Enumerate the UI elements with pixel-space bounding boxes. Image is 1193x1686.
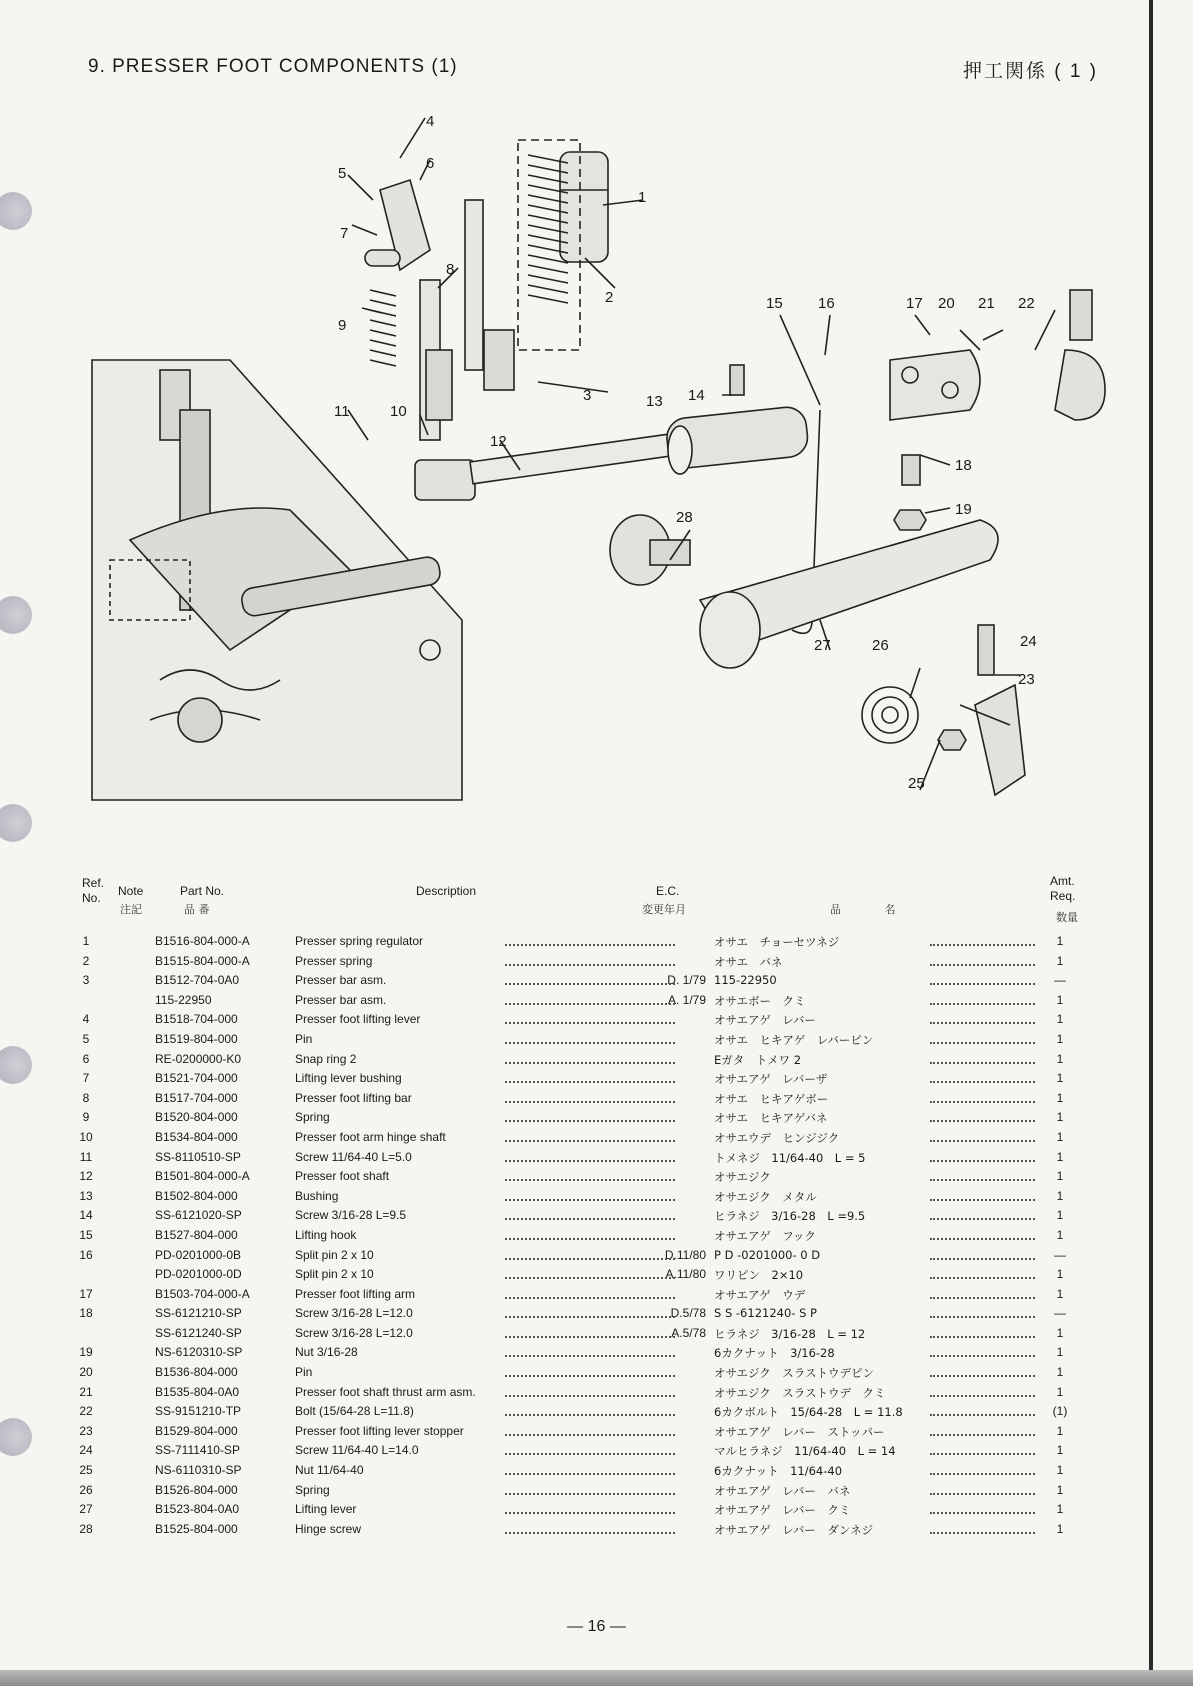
callout-19: 19 — [955, 501, 972, 518]
table-row — [0, 932, 1193, 952]
table-row — [0, 1520, 1193, 1540]
japanese-name: 6カクボルト 15/64-28 L = 11.8 — [714, 1405, 903, 1420]
dot-leader — [930, 1022, 1035, 1024]
part-number: SS-6121020-SP — [155, 1208, 242, 1223]
japanese-name: オサエアゲ フック — [714, 1228, 816, 1243]
part-description: Presser spring — [295, 953, 373, 968]
japanese-name: オサエボー クミ — [714, 993, 806, 1008]
table-row — [0, 1030, 1193, 1050]
amount-required: 1 — [1056, 992, 1064, 1007]
callout-2: 2 — [605, 289, 614, 306]
callout-24: 24 — [1020, 633, 1037, 650]
amount-required: 1 — [1056, 1267, 1064, 1282]
dot-leader — [505, 1022, 675, 1024]
part-number: 115-22950 — [155, 992, 212, 1007]
table-row — [0, 1422, 1193, 1442]
dot-leader — [505, 1003, 675, 1005]
page-title: 9. PRESSER FOOT COMPONENTS (1) — [88, 56, 458, 77]
dot-leader — [930, 1042, 1035, 1044]
part-description: Lifting hook — [295, 1227, 357, 1242]
dot-leader — [505, 964, 675, 966]
part-number: NS-6110310-SP — [155, 1463, 242, 1478]
dot-leader — [930, 1395, 1035, 1397]
callout-7: 7 — [340, 225, 349, 242]
amount-required: 1 — [1056, 1169, 1064, 1184]
dot-leader — [930, 1355, 1035, 1357]
part-number: SS-9151210-TP — [155, 1404, 242, 1419]
table-row — [0, 1206, 1193, 1226]
amount-required: 1 — [1056, 1129, 1064, 1144]
dot-leader — [930, 1453, 1035, 1455]
part-number: B1534-804-000 — [155, 1129, 238, 1144]
callout-25: 25 — [908, 775, 925, 792]
table-row — [0, 1148, 1193, 1168]
part-description: Lifting lever — [295, 1502, 357, 1517]
ref-number: 18 — [79, 1306, 93, 1321]
table-row — [0, 1108, 1193, 1128]
japanese-name: ワリピン 2×10 — [714, 1268, 804, 1283]
amount-required: 1 — [1056, 1188, 1064, 1203]
dot-leader — [930, 1493, 1035, 1495]
callout-20: 20 — [938, 295, 955, 312]
callout-15: 15 — [766, 295, 783, 312]
part-number: B1526-804-000 — [155, 1482, 238, 1497]
header-ec: E.C. — [656, 884, 680, 898]
dot-leader — [505, 1042, 675, 1044]
ref-number: 6 — [82, 1051, 90, 1066]
ref-number: 28 — [79, 1521, 93, 1536]
dot-leader — [930, 1277, 1035, 1279]
header-description: Description — [416, 884, 477, 898]
dot-leader — [505, 1277, 675, 1279]
header-part-no: Part No. — [180, 884, 225, 898]
dot-leader — [505, 1258, 675, 1260]
part-description: Presser bar asm. — [295, 992, 387, 1007]
header-amt-jp: 数量 — [1056, 911, 1078, 924]
amount-required: (1) — [1052, 1404, 1068, 1419]
dot-leader — [505, 1140, 675, 1142]
japanese-name: 115-22950 — [714, 973, 777, 988]
amount-required: — — [1054, 1306, 1066, 1321]
dot-leader — [930, 1199, 1035, 1201]
dot-leader — [930, 1238, 1035, 1240]
dot-leader — [505, 1238, 675, 1240]
ref-number: 10 — [79, 1129, 93, 1144]
table-row — [0, 952, 1193, 972]
ref-number: 22 — [79, 1404, 93, 1419]
part-description: Presser bar asm. — [295, 973, 387, 988]
dot-leader — [505, 1395, 675, 1397]
table-row — [0, 1383, 1193, 1403]
callout-10: 10 — [390, 403, 407, 420]
callout-17: 17 — [906, 295, 923, 312]
part-description: Screw 3/16-28 L=9.5 — [295, 1208, 407, 1223]
japanese-name: オサエ チョーセツネジ — [714, 935, 840, 949]
amount-required: 1 — [1056, 1463, 1064, 1478]
header-ec-jp: 変更年月 — [642, 903, 686, 916]
table-row — [0, 1500, 1193, 1520]
amount-required: — — [1054, 973, 1066, 988]
engineering-change: A.5/78 — [671, 1325, 706, 1340]
table-row — [0, 1402, 1193, 1422]
callout-28: 28 — [676, 509, 693, 526]
callout-21: 21 — [978, 295, 995, 312]
japanese-name: オサエアゲ レバー — [714, 1013, 816, 1028]
part-number: SS-7111410-SP — [155, 1443, 240, 1458]
part-number: B1515-804-000-A — [155, 953, 250, 968]
dot-leader — [505, 1179, 675, 1181]
parts-table — [0, 932, 1193, 1539]
part-description: Presser foot lifting bar — [295, 1090, 412, 1105]
ref-number: 1 — [82, 934, 90, 948]
callout-1: 1 — [638, 189, 647, 206]
part-description: Screw 11/64-40 L=5.0 — [295, 1149, 412, 1164]
dot-leader — [505, 1160, 675, 1162]
part-description: Presser foot lifting arm — [295, 1286, 416, 1301]
part-number: B1501-804-000-A — [155, 1169, 250, 1184]
ref-number: 16 — [79, 1247, 93, 1262]
amount-required: — — [1054, 1247, 1066, 1262]
ref-number: 21 — [79, 1384, 93, 1399]
header-ref-no: Ref. No. — [82, 876, 105, 905]
amount-required: 1 — [1056, 1051, 1064, 1066]
part-number: B1512-704-0A0 — [155, 973, 240, 988]
part-description: Hinge screw — [295, 1521, 362, 1536]
part-description: Pin — [295, 1365, 313, 1380]
part-number: B1521-704-000 — [155, 1071, 238, 1086]
japanese-name: オサエジク スラストウデ クミ — [714, 1385, 886, 1400]
japanese-name: オサエ ヒキアゲ レバーピン — [714, 1032, 874, 1047]
table-row — [0, 991, 1193, 1011]
table-row — [0, 1187, 1193, 1207]
amount-required: 1 — [1056, 1012, 1064, 1027]
table-row — [0, 1324, 1193, 1344]
part-number: B1525-804-000 — [155, 1521, 238, 1536]
dot-leader — [930, 1120, 1035, 1122]
ref-number: 2 — [82, 953, 90, 968]
dot-leader — [930, 1101, 1035, 1103]
dot-leader — [930, 1316, 1035, 1318]
japanese-name: オサエ ヒキアゲボー — [714, 1091, 829, 1106]
amount-required: 1 — [1056, 1090, 1064, 1105]
engineering-change: D. 1/79 — [667, 973, 706, 988]
callout-3: 3 — [583, 387, 592, 404]
japanese-name: ヒラネジ 3/16-28 L =9.5 — [714, 1209, 866, 1224]
table-row — [0, 1285, 1193, 1305]
dot-leader — [505, 1453, 675, 1455]
ref-number: 12 — [79, 1169, 93, 1184]
engineering-change: A.11/80 — [665, 1267, 706, 1282]
part-description: Spring — [295, 1482, 330, 1497]
japanese-name: オサエジク — [714, 1170, 771, 1185]
header-note: Note — [118, 884, 144, 898]
ref-number: 27 — [79, 1502, 93, 1517]
dot-leader — [930, 1160, 1035, 1162]
dot-leader — [505, 1316, 675, 1318]
header-part-no-jp: 品 番 — [184, 903, 210, 916]
japanese-name: オサエアゲ レバー ストッパー — [714, 1424, 885, 1439]
part-number: PD-0201000-0B — [155, 1247, 242, 1262]
part-description: Split pin 2 x 10 — [295, 1267, 374, 1282]
table-row — [0, 1010, 1193, 1030]
dot-leader — [930, 964, 1035, 966]
part-description: Presser spring regulator — [295, 934, 424, 948]
ref-number: 7 — [82, 1071, 90, 1086]
part-description: Nut 11/64-40 — [295, 1463, 364, 1478]
part-number: PD-0201000-0D — [155, 1267, 242, 1282]
table-row — [0, 1128, 1193, 1148]
part-number: B1518-704-000 — [155, 1012, 238, 1027]
ref-number: 11 — [79, 1149, 93, 1164]
part-description: Pin — [295, 1031, 313, 1046]
amount-required: 1 — [1056, 1365, 1064, 1380]
header-amt: Amt. Req. — [1050, 874, 1076, 903]
table-row — [0, 1441, 1193, 1461]
dot-leader — [505, 1434, 675, 1436]
japanese-name: ヒラネジ 3/16-28 L = 12 — [714, 1326, 866, 1341]
part-description: Presser foot shaft thrust arm asm. — [295, 1384, 476, 1399]
dot-leader — [505, 1532, 675, 1534]
callout-8: 8 — [446, 261, 455, 278]
amount-required: 1 — [1056, 1110, 1064, 1125]
dot-leader — [505, 1297, 675, 1299]
dot-leader — [930, 1512, 1035, 1514]
table-row — [0, 1265, 1193, 1285]
amount-required: 1 — [1056, 1149, 1064, 1164]
engineering-change: D.5/78 — [670, 1306, 706, 1321]
callout-9: 9 — [338, 317, 347, 334]
dot-leader — [505, 1473, 675, 1475]
ref-number: 8 — [82, 1090, 90, 1105]
japanese-name: オサエウデ ヒンジジク — [714, 1130, 840, 1145]
ref-number: 15 — [79, 1227, 93, 1242]
dot-leader — [505, 1101, 675, 1103]
ref-number: 14 — [79, 1208, 93, 1223]
japanese-name: オサエジク スラストウデピン — [714, 1366, 874, 1381]
dot-leader — [930, 1375, 1035, 1377]
japanese-name: P D -0201000- 0 D — [714, 1247, 821, 1262]
japanese-name: S S -6121240- S P — [714, 1306, 817, 1321]
part-description: Presser foot shaft — [295, 1169, 390, 1184]
part-number: NS-6120310-SP — [155, 1345, 243, 1360]
amount-required: 1 — [1056, 1482, 1064, 1497]
part-number: SS-6121210-SP — [155, 1306, 242, 1321]
dot-leader — [930, 1179, 1035, 1181]
amount-required: 1 — [1056, 1071, 1064, 1086]
japanese-name: Eガタ トメワ 2 — [714, 1052, 802, 1067]
dot-leader — [505, 1218, 675, 1220]
amount-required: 1 — [1056, 1443, 1064, 1458]
header-note-jp: 注記 — [120, 903, 142, 916]
amount-required: 1 — [1056, 1208, 1064, 1223]
part-description: Split pin 2 x 10 — [295, 1247, 374, 1262]
table-row — [0, 1343, 1193, 1363]
dot-leader — [930, 1081, 1035, 1083]
page-number: — 16 — — [567, 1618, 626, 1635]
japanese-name: オサエアゲ レバー ダンネジ — [714, 1522, 874, 1537]
callout-6: 6 — [426, 155, 435, 172]
amount-required: 1 — [1056, 934, 1064, 948]
callout-11: 11 — [334, 403, 350, 420]
dot-leader — [930, 1414, 1035, 1416]
table-row — [0, 1167, 1193, 1187]
part-number: B1523-804-0A0 — [155, 1502, 240, 1517]
amount-required: 1 — [1056, 1502, 1064, 1517]
dot-leader — [505, 1120, 675, 1122]
japanese-name: トメネジ 11/64-40 L = 5 — [714, 1150, 866, 1165]
japanese-name: マルヒラネジ 11/64-40 L = 14 — [714, 1444, 896, 1459]
part-description: Spring — [295, 1110, 330, 1125]
callout-5: 5 — [338, 165, 347, 182]
callout-22: 22 — [1018, 295, 1035, 312]
table-row — [0, 1050, 1193, 1070]
amount-required: 1 — [1056, 1384, 1064, 1399]
part-number: B1519-804-000 — [155, 1031, 238, 1046]
callout-23: 23 — [1018, 671, 1035, 688]
part-number: B1535-804-0A0 — [155, 1384, 240, 1399]
part-description: Snap ring 2 — [295, 1051, 357, 1066]
callout-18: 18 — [955, 457, 972, 474]
dot-leader — [930, 1003, 1035, 1005]
dot-leader — [930, 1336, 1035, 1338]
ref-number: 24 — [79, 1443, 93, 1458]
callout-4: 4 — [426, 113, 435, 130]
amount-required: 1 — [1056, 1345, 1064, 1360]
engineering-change: A. 1/79 — [667, 992, 706, 1007]
part-number: B1502-804-000 — [155, 1188, 238, 1203]
dot-leader — [930, 1062, 1035, 1064]
part-number: B1503-704-000-A — [155, 1286, 250, 1301]
ref-number: 26 — [79, 1482, 93, 1497]
part-number: B1516-804-000-A — [155, 934, 250, 948]
part-number: B1517-704-000 — [155, 1090, 238, 1105]
part-description: Screw 11/64-40 L=14.0 — [295, 1443, 419, 1458]
engineering-change: D.11/80 — [664, 1247, 706, 1262]
part-number: SS-8110510-SP — [155, 1149, 241, 1164]
japanese-name: オサエジク メタル — [714, 1189, 817, 1204]
dot-leader — [930, 1218, 1035, 1220]
part-description: Screw 3/16-28 L=12.0 — [295, 1325, 413, 1340]
japanese-name: オサエアゲ ウデ — [714, 1287, 806, 1302]
table-row — [0, 1089, 1193, 1109]
dot-leader — [505, 1493, 675, 1495]
dot-leader — [930, 1434, 1035, 1436]
japanese-name: オサエアゲ レバーザ — [714, 1072, 828, 1087]
dot-leader — [930, 1532, 1035, 1534]
part-description: Presser foot lifting lever — [295, 1012, 421, 1027]
dot-leader — [930, 1473, 1035, 1475]
part-number: B1536-804-000 — [155, 1365, 238, 1380]
machine-inset-photo — [92, 360, 462, 800]
table-row — [0, 1069, 1193, 1089]
page-title-japanese: 押工関係 ( 1 ) — [962, 61, 1098, 82]
ref-number: 3 — [82, 973, 90, 988]
table-row — [0, 1246, 1193, 1266]
dot-leader — [505, 1512, 675, 1514]
table-row — [0, 1304, 1193, 1324]
dot-leader — [930, 1140, 1035, 1142]
dot-leader — [505, 1355, 675, 1357]
japanese-name: オサエアゲ レバー バネ — [714, 1483, 851, 1498]
japanese-name: 6カクナット 3/16-28 — [714, 1346, 835, 1361]
part-description: Presser foot lifting lever stopper — [295, 1423, 464, 1438]
part-description: Bolt (15/64-28 L=11.8) — [295, 1404, 414, 1419]
callout-12: 12 — [490, 433, 507, 450]
part-description: Lifting lever bushing — [295, 1071, 402, 1086]
part-description: Screw 3/16-28 L=12.0 — [295, 1306, 413, 1321]
callout-13: 13 — [646, 393, 663, 410]
ref-number: 23 — [79, 1423, 93, 1438]
dot-leader — [505, 1375, 675, 1377]
header-name-jp: 品 名 — [830, 903, 896, 916]
part-number: SS-6121240-SP — [155, 1325, 242, 1340]
part-description: Nut 3/16-28 — [295, 1345, 358, 1360]
callout-26: 26 — [872, 637, 889, 654]
amount-required: 1 — [1056, 953, 1064, 968]
dot-leader — [930, 983, 1035, 985]
part-description: Presser foot arm hinge shaft — [295, 1129, 446, 1144]
ref-number: 17 — [79, 1286, 93, 1301]
ref-number: 5 — [82, 1031, 90, 1046]
ref-number: 13 — [79, 1188, 93, 1203]
part-description: Bushing — [295, 1188, 339, 1203]
callout-27: 27 — [814, 637, 831, 654]
callout-16: 16 — [818, 295, 835, 312]
table-row — [0, 1461, 1193, 1481]
exploded-parts-diagram — [0, 90, 1193, 830]
scan-bottom-edge — [0, 1670, 1193, 1686]
dot-leader — [930, 1297, 1035, 1299]
part-number: B1527-804-000 — [155, 1227, 238, 1242]
amount-required: 1 — [1056, 1325, 1064, 1340]
amount-required: 1 — [1056, 1521, 1064, 1536]
amount-required: 1 — [1056, 1031, 1064, 1046]
dot-leader — [505, 1414, 675, 1416]
ref-number: 20 — [79, 1365, 93, 1380]
amount-required: 1 — [1056, 1423, 1064, 1438]
dot-leader — [505, 1199, 675, 1201]
table-row — [0, 971, 1193, 991]
dot-leader — [930, 1258, 1035, 1260]
japanese-name: オサエアゲ レバー クミ — [714, 1503, 851, 1518]
ref-number: 9 — [82, 1110, 90, 1125]
table-row — [0, 1363, 1193, 1383]
ref-number: 19 — [79, 1345, 93, 1360]
japanese-name: オサエ ヒキアゲバネ — [714, 1111, 828, 1126]
part-number: RE-0200000-K0 — [155, 1051, 242, 1066]
dot-leader — [505, 1062, 675, 1064]
amount-required: 1 — [1056, 1286, 1064, 1301]
amount-required: 1 — [1056, 1227, 1064, 1242]
ref-number: 4 — [82, 1012, 90, 1027]
japanese-name: 6カクナット 11/64-40 — [714, 1464, 843, 1479]
callout-14: 14 — [688, 387, 705, 404]
part-number: B1529-804-000 — [155, 1423, 238, 1438]
japanese-name: オサエ バネ — [714, 954, 783, 969]
dot-leader — [505, 983, 675, 985]
table-row — [0, 1226, 1193, 1246]
table-row — [0, 1481, 1193, 1501]
ref-number: 25 — [79, 1463, 93, 1478]
dot-leader — [930, 944, 1035, 946]
dot-leader — [505, 1081, 675, 1083]
part-number: B1520-804-000 — [155, 1110, 238, 1125]
dot-leader — [505, 1336, 675, 1338]
dot-leader — [505, 944, 675, 946]
